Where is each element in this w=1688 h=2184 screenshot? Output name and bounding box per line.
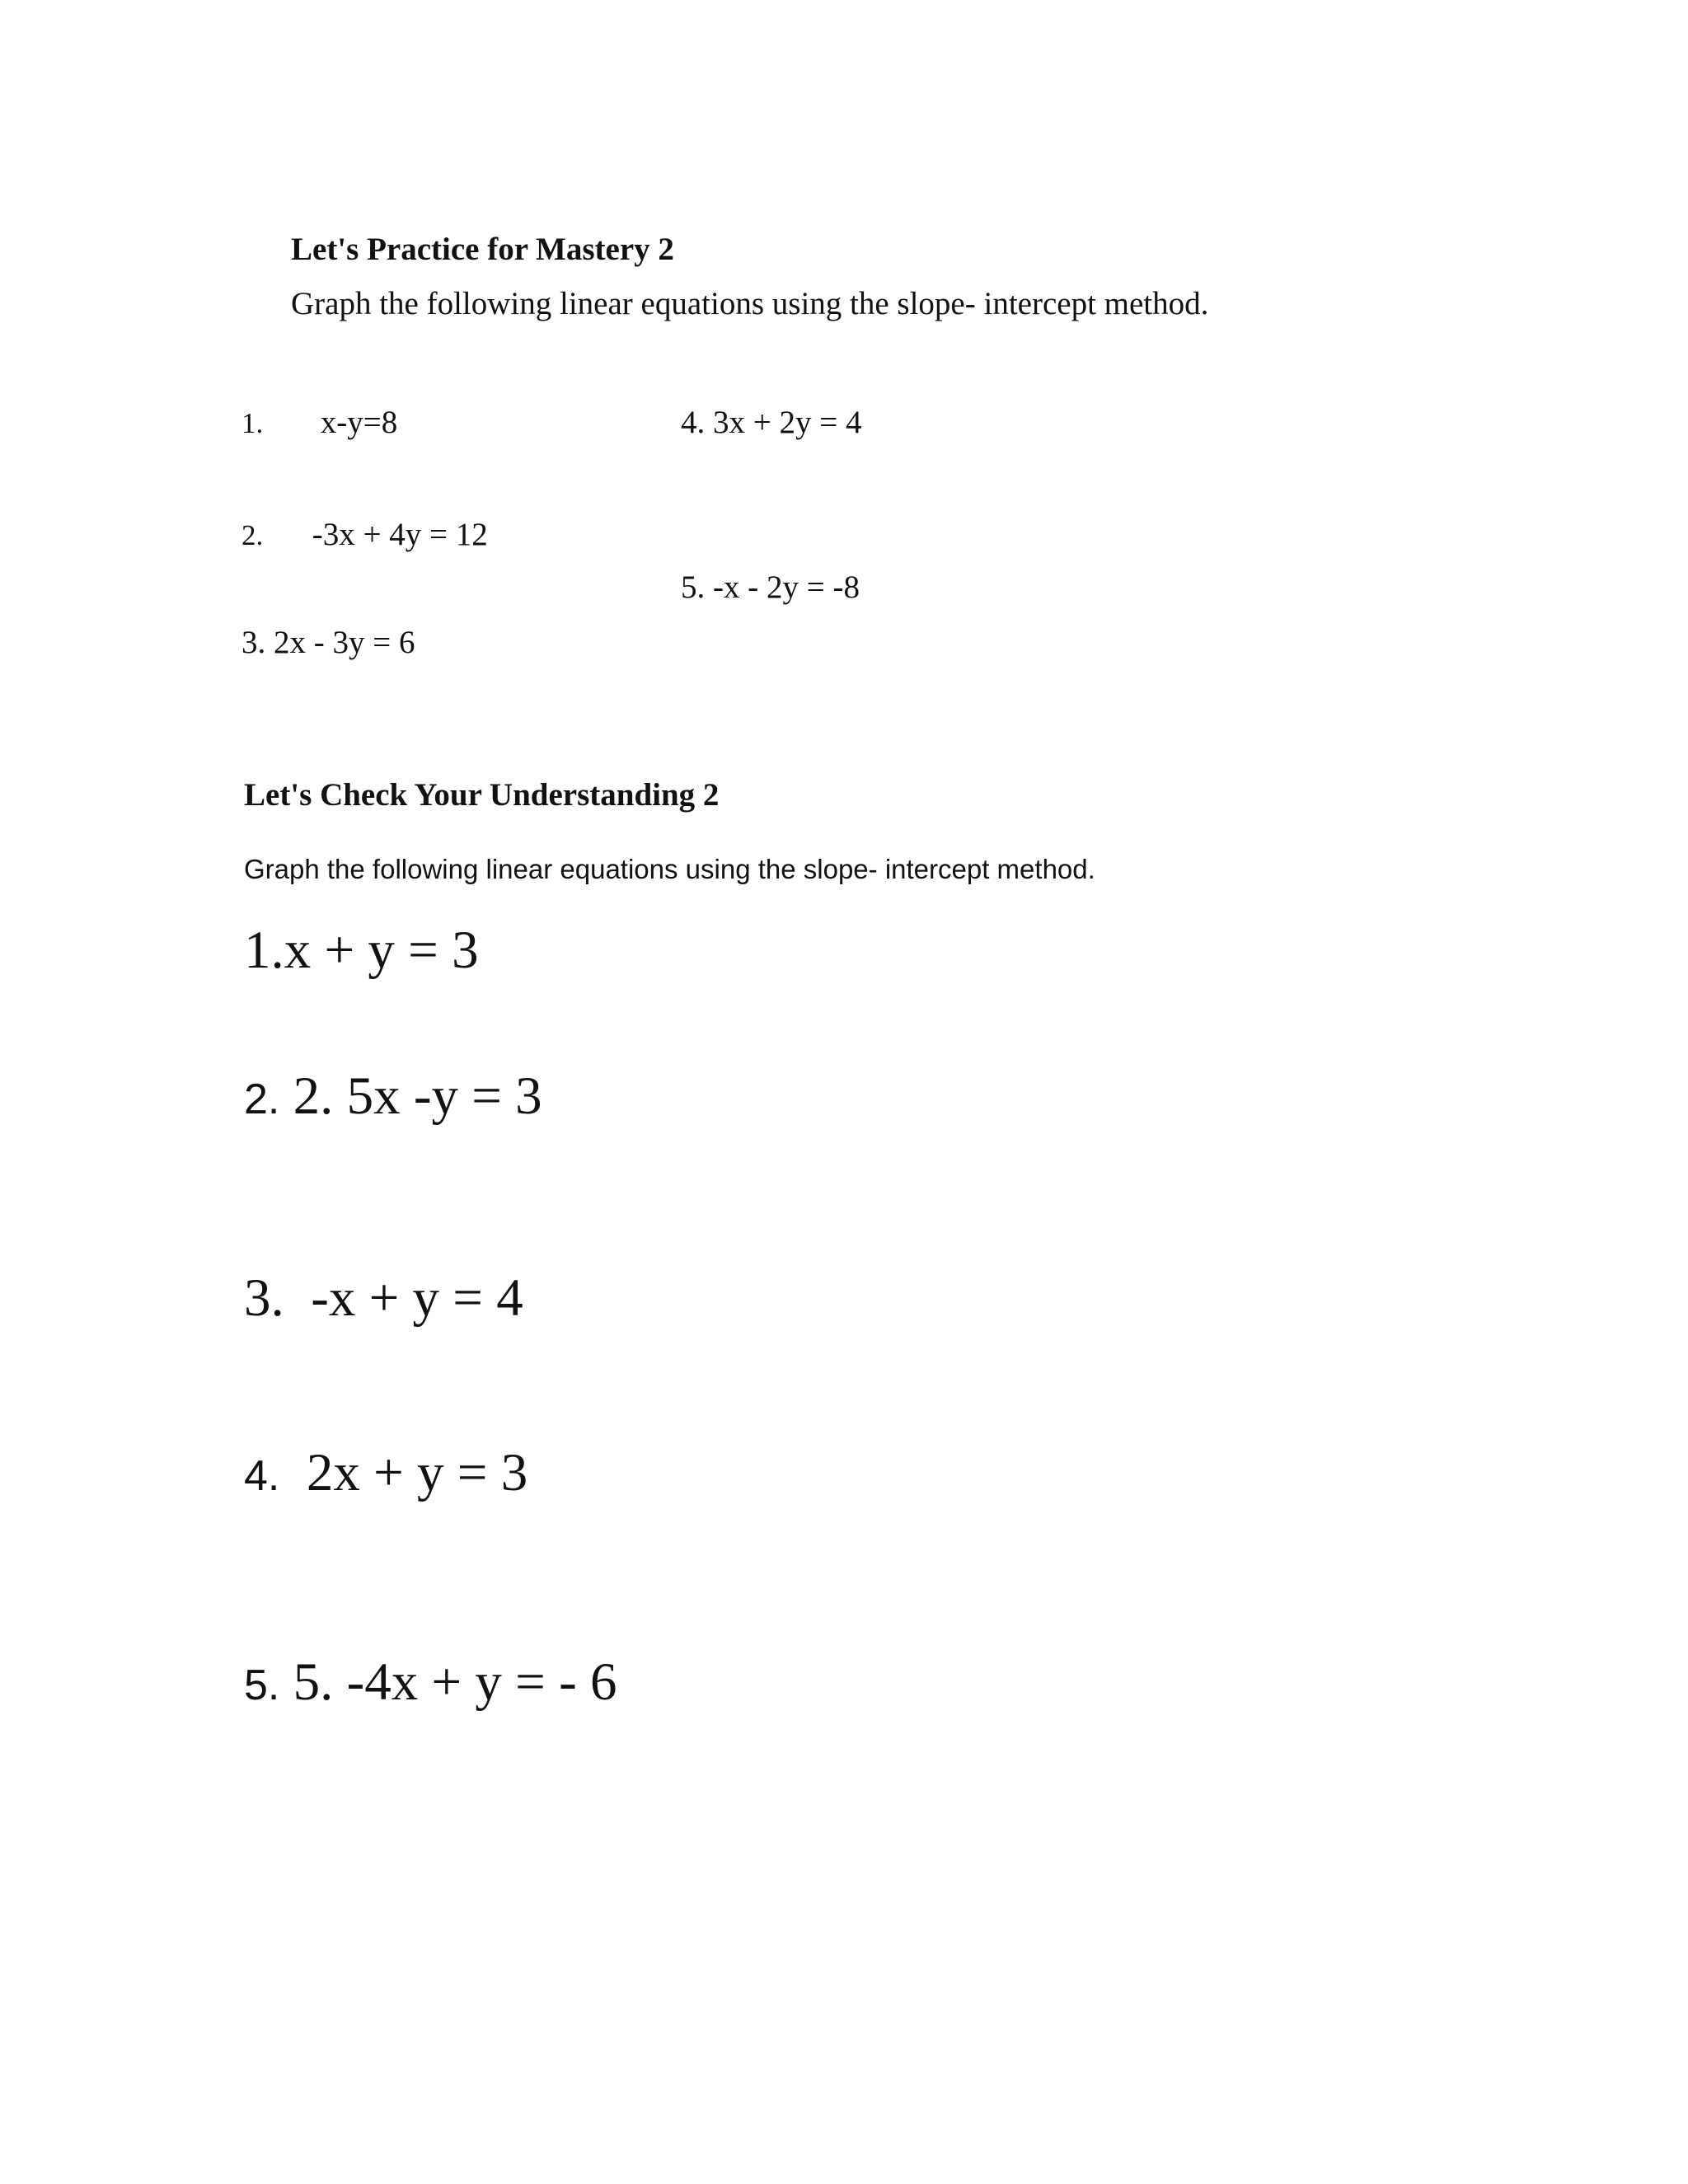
check-item-2 — [244, 1066, 542, 1127]
check-item-3 — [244, 1268, 523, 1329]
practice-item-equation: x-y=8 — [320, 405, 398, 440]
practice-title: Let's Practice for Mastery 2 — [291, 232, 674, 267]
practice-item-number: 4. — [681, 405, 706, 440]
check-instruction: Graph the following linear equations using the slope- intercept method. — [244, 854, 1095, 884]
practice-item-2 — [241, 516, 488, 553]
check-item-equation: x + y = 3 — [284, 921, 479, 980]
practice-item-number: 5. — [681, 569, 706, 605]
check-item-5 — [244, 1652, 617, 1713]
check-item-number: 5. — [244, 1661, 280, 1709]
practice-item-number: 3. — [241, 625, 266, 660]
check-item-1 — [244, 920, 479, 982]
practice-item-number: 2. — [241, 519, 264, 551]
practice-instruction: Graph the following linear equations using the slope- intercept method. — [291, 286, 1209, 321]
check-item-number: 4. — [244, 1452, 280, 1500]
check-item-number: 1. — [244, 921, 284, 980]
practice-item-equation: -x - 2y = -8 — [713, 569, 860, 605]
check-item-equation: -x + y = 4 — [311, 1268, 523, 1328]
practice-item-3 — [241, 624, 415, 661]
check-item-4 — [244, 1442, 528, 1504]
check-item-equation: 2. 5x -y = 3 — [293, 1066, 542, 1126]
check-item-equation: 5. -4x + y = - 6 — [293, 1652, 617, 1712]
check-title: Let's Check Your Understanding 2 — [244, 777, 720, 813]
practice-item-4 — [681, 404, 862, 441]
check-item-number: 2. — [244, 1076, 280, 1123]
practice-item-number: 1. — [241, 407, 264, 439]
practice-item-equation: 3x + 2y = 4 — [713, 405, 862, 440]
check-item-equation: 2x + y = 3 — [306, 1443, 528, 1502]
practice-item-equation: 2x - 3y = 6 — [274, 625, 415, 660]
practice-item-1 — [241, 404, 397, 441]
practice-item-equation: -3x + 4y = 12 — [312, 517, 488, 552]
check-item-number: 3. — [244, 1268, 284, 1328]
practice-item-5 — [681, 569, 860, 606]
